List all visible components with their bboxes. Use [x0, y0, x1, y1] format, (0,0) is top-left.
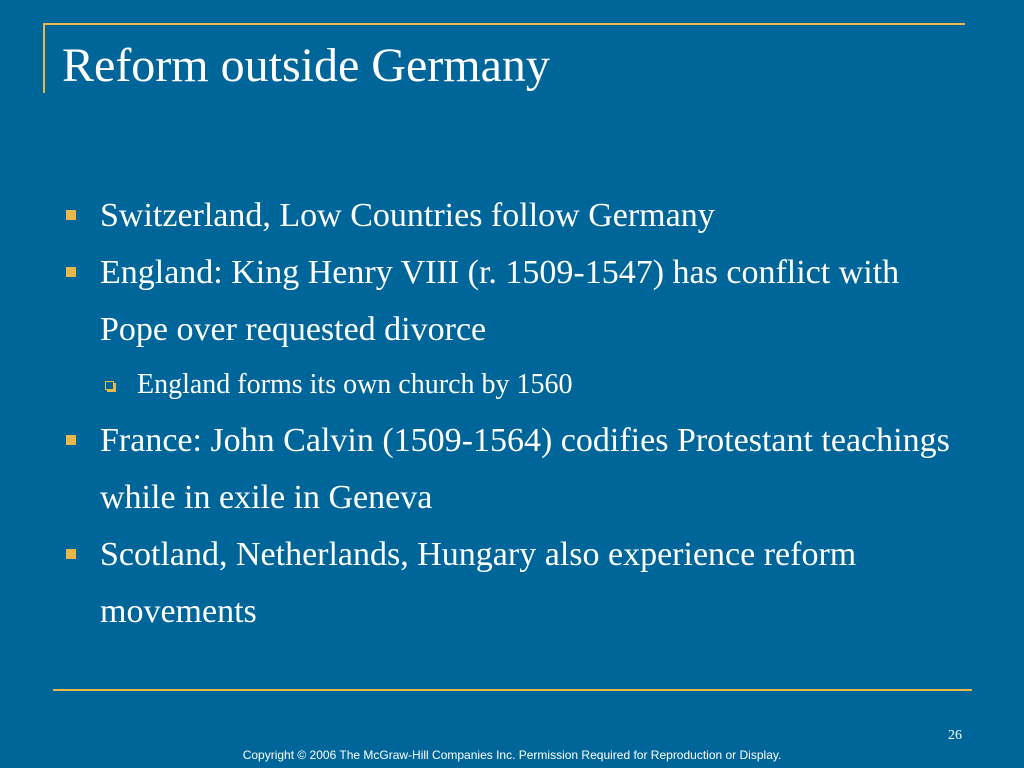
hollow-square-bullet-icon: [105, 381, 114, 390]
bullet-item: [0, 244, 1024, 358]
slide-title: Reform outside Germany: [62, 39, 550, 92]
bullet-text: Scotland, Netherlands, Hungary also experience reform movements: [100, 536, 857, 630]
title-frame-top-rule: [43, 23, 965, 25]
slide-content: [0, 187, 1024, 640]
copyright-notice: Copyright © 2006 The McGraw-Hill Companies Inc. Permission Required for Reproduction or Display.: [242, 748, 782, 762]
bullet-item: [0, 187, 1024, 244]
bullet-item: [0, 526, 1024, 640]
title-frame-left-rule: [43, 23, 45, 93]
page-number: 26: [948, 728, 962, 743]
bullet-item: [0, 412, 1024, 526]
bullet-text: England: King Henry VIII (r. 1509-1547) has conflict with Pope over requested divorce: [100, 254, 900, 348]
square-bullet-icon: [66, 267, 76, 277]
square-bullet-icon: [66, 549, 76, 559]
footer-rule: [53, 689, 972, 691]
bullet-text: France: John Calvin (1509-1564) codifies Protestant teachings while in exile in Geneva: [100, 422, 950, 516]
sub-bullet-item: [0, 358, 1024, 412]
bullet-text: Switzerland, Low Countries follow Germany: [100, 197, 715, 234]
square-bullet-icon: [66, 435, 76, 445]
sub-bullet-text: England forms its own church by 1560: [137, 369, 573, 400]
square-bullet-icon: [66, 210, 76, 220]
